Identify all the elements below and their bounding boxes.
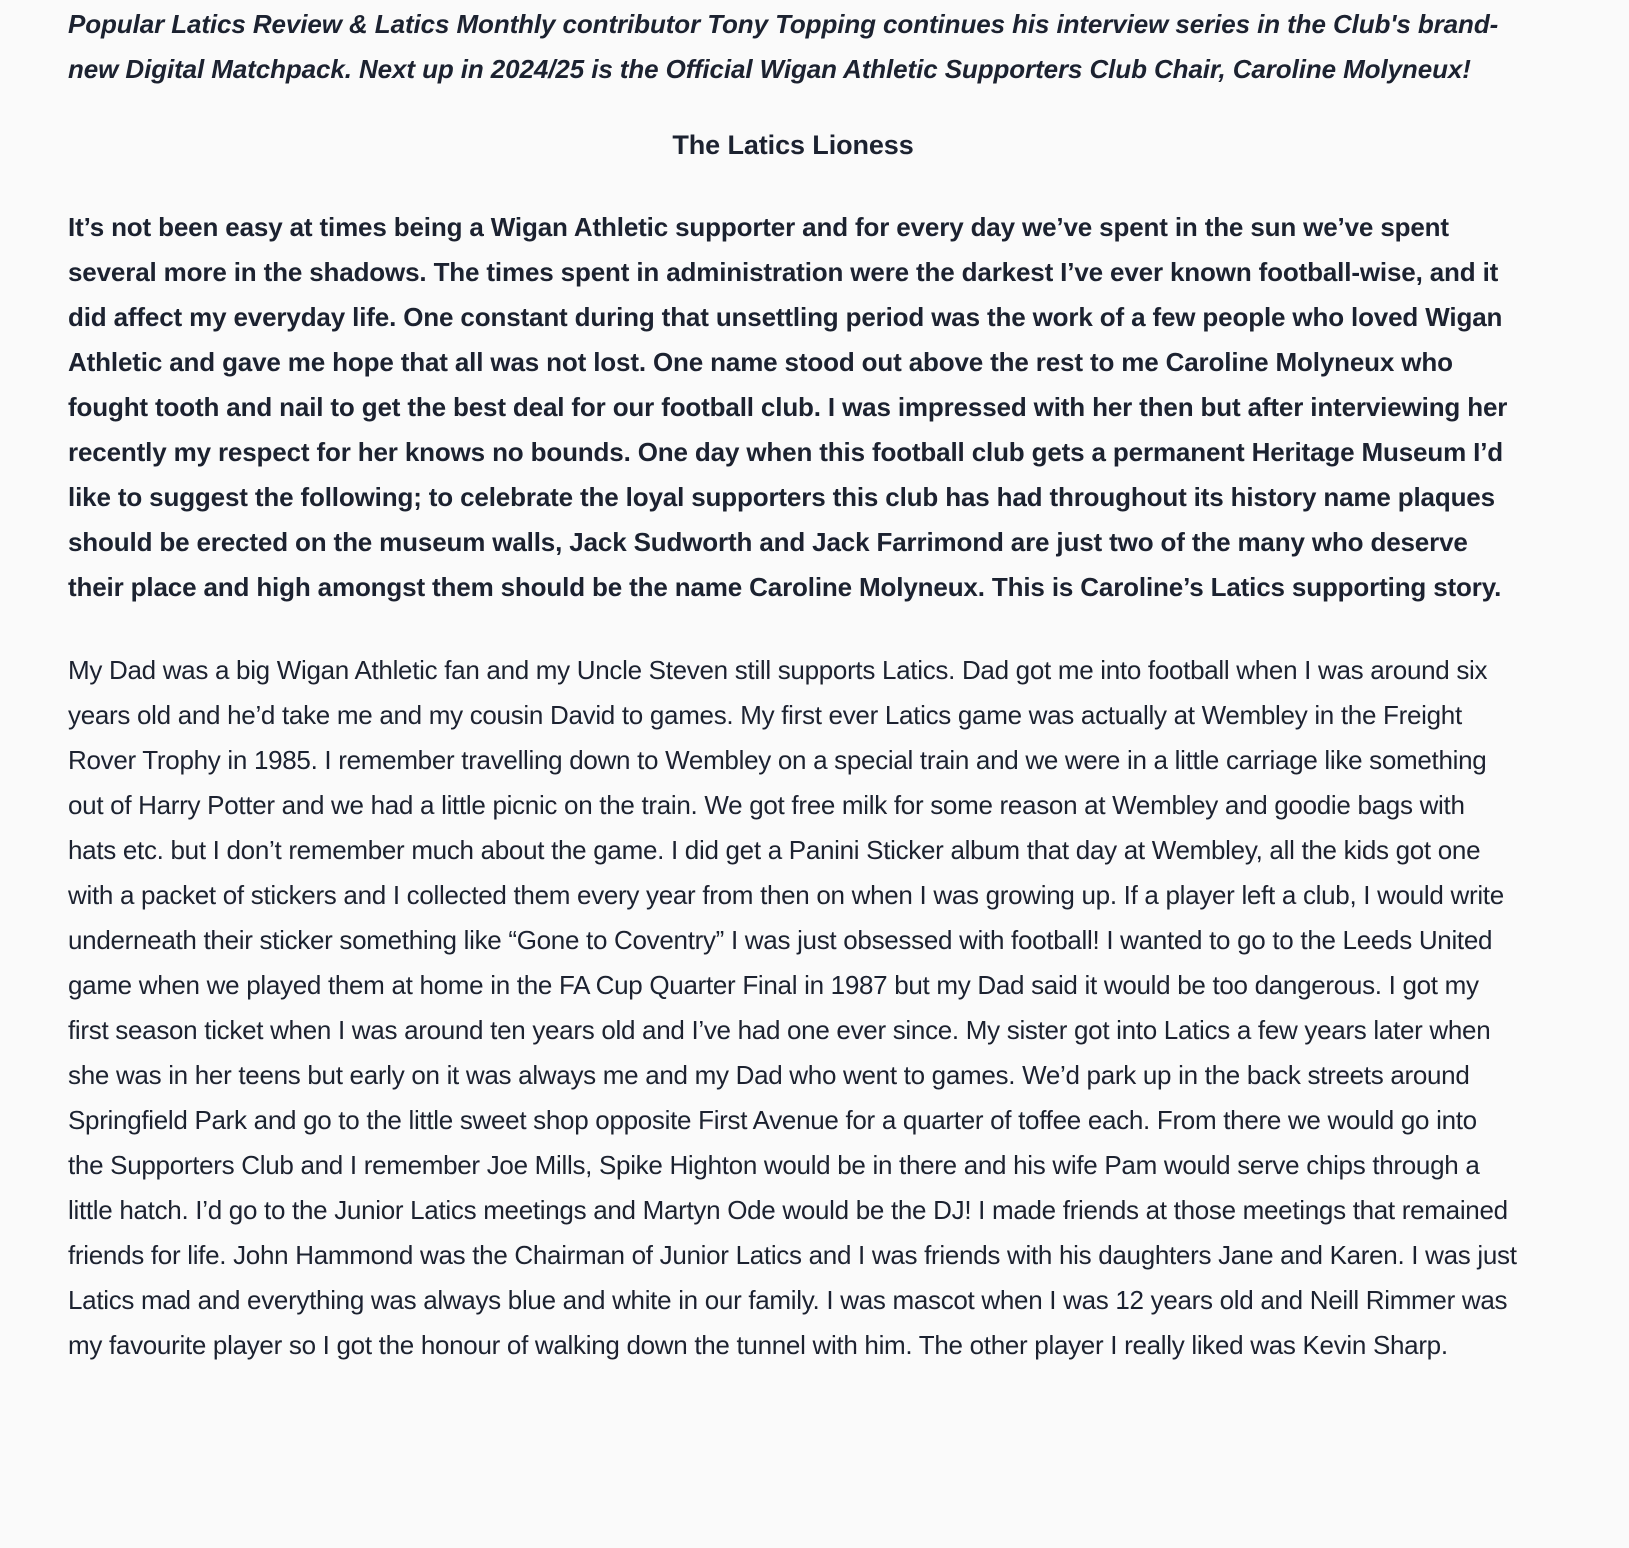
article-lead-paragraph: It’s not been easy at times being a Wigan Athletic supporter and for every day we’ve spent in the sun we’ve spent several more in the shadows. The times spent in administration were the darkest I’ve ever known football-wise, and it did affect my everyday life. One constant during that unsettling period was the work of a few people who loved Wigan Athletic and gave me hope that all was not lost. One name stood out above the rest to me Caroline Molyneux who fought tooth and nail to get the best deal for our football club. I was impressed with her then but after interviewing her recently my respect for her knows no bounds. One day when this football club gets a permanent Heritage Museum I’d like to suggest the following; to celebrate the loyal supporters this club has had throughout its history name plaques should be erected on the museum walls, Jack Sudworth and Jack Farrimond are just two of the many who deserve their place and high amongst them should be the name Caroline Molyneux. This is Caroline’s Latics supporting story. (68, 212, 1508, 602)
article-intro: Popular Latics Review & Latics Monthly contributor Tony Topping continues his interview series in the Club's brand-new Digital Matchpack. Next up in 2024/25 is the Official Wigan Athletic Supporters Club Chair, Caroline Molyneux! (68, 9, 1499, 84)
article (68, 0, 1518, 1368)
article-heading: The Latics Lioness (672, 130, 914, 160)
article-body-paragraph: My Dad was a big Wigan Athletic fan and my Uncle Steven still supports Latics. Dad got me into football when I was around six years old and he’d take me and my cousin David to games. My first ever Latics game was actually at Wembley in the Freight Rover Trophy in 1985. I remember travelling down to Wembley on a special train and we were in a little carriage like something out of Harry Potter and we had a little picnic on the train. We got free milk for some reason at Wembley and goodie bags with hats etc. but I don’t remember much about the game. I did get a Panini Sticker album that day at Wembley, all the kids got one with a packet of stickers and I collected them every year from then on when I was growing up. If a player left a club, I would write underneath their sticker something like “Gone to Coventry” I was just obsessed with football! I wanted to go to the Leeds United game when we played them at home in the FA Cup Quarter Final in 1987 but my Dad said it would be too dangerous. I got my first season ticket when I was around ten years old and I’ve had one ever since. My sister got into Latics a few years later when she was in her teens but early on it was always me and my Dad who went to games. We’d park up in the back streets around Springfield Park and go to the little sweet shop opposite First Avenue for a quarter of toffee each. From there we would go into the Supporters Club and I remember Joe Mills, Spike Highton would be in there and his wife Pam would serve chips through a little hatch. I’d go to the Junior Latics meetings and Martyn Ode would be the DJ! I made friends at those meetings that remained friends for life. John Hammond was the Chairman of Junior Latics and I was friends with his daughters Jane and Karen. I was just Latics mad and everything was always blue and white in our family. I was mascot when I was 12 years old and Neill Rimmer was my favourite player so I got the honour of walking down the tunnel with him. The other player I really liked was Kevin Sharp. (68, 655, 1517, 1360)
